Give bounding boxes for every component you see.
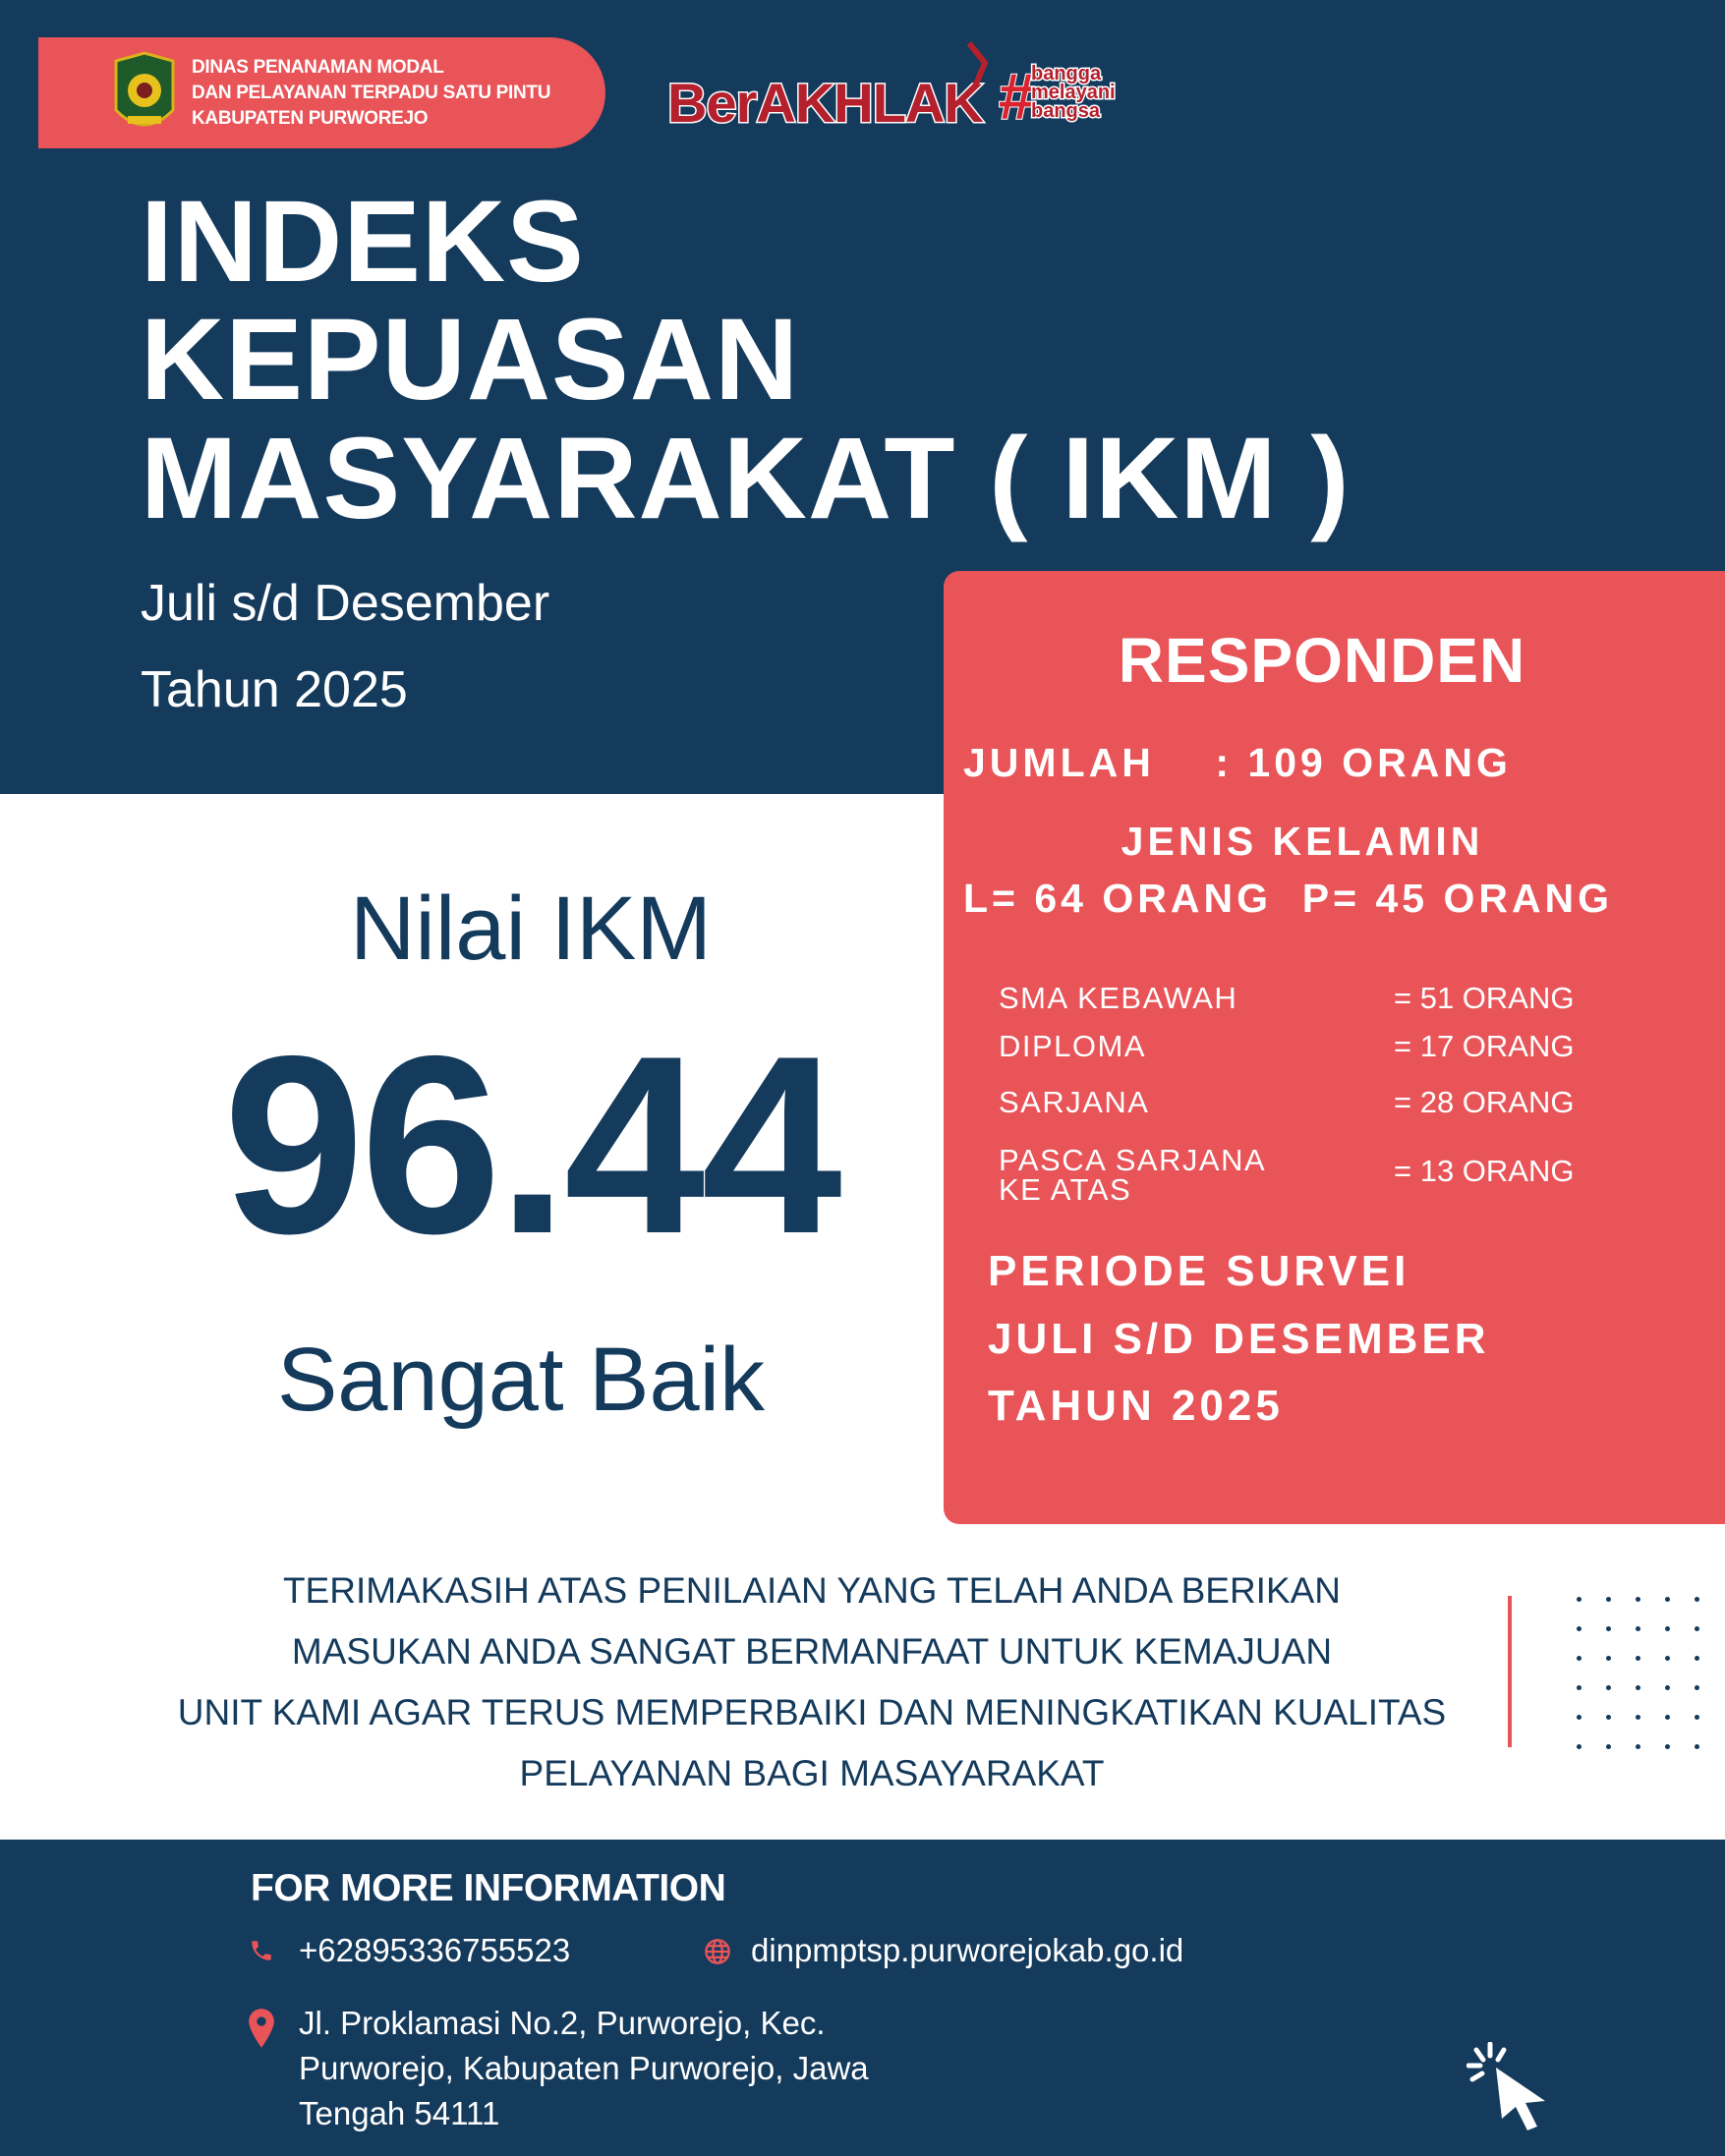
dot — [1606, 1744, 1611, 1749]
score-category: Sangat Baik — [276, 1330, 766, 1430]
dot — [1636, 1626, 1640, 1631]
education-value: = 28 ORANG — [1394, 1085, 1575, 1119]
dot — [1577, 1626, 1581, 1631]
education-value: = 51 ORANG — [1394, 981, 1575, 1015]
education-value: = 17 ORANG — [1394, 1029, 1575, 1063]
dot — [1606, 1685, 1611, 1690]
address-line: Jl. Proklamasi No.2, Purworejo, Kec. — [299, 2005, 826, 2041]
dot — [1665, 1626, 1670, 1631]
phone-number[interactable]: +62895336755523 — [299, 1932, 571, 1968]
dot — [1577, 1715, 1581, 1720]
dot — [1695, 1656, 1699, 1661]
dot — [1695, 1715, 1699, 1720]
dot — [1636, 1715, 1640, 1720]
dot — [1577, 1685, 1581, 1690]
click-cursor-icon — [1466, 2042, 1557, 2130]
dot — [1577, 1597, 1581, 1602]
page-title-line: INDEKS — [141, 177, 585, 307]
education-label: KE ATAS — [999, 1172, 1132, 1207]
dot — [1665, 1715, 1670, 1720]
footer — [0, 1840, 1725, 2156]
dot — [1606, 1626, 1611, 1631]
thanks-line: PELAYANAN BAGI MASAYARAKAT — [519, 1753, 1105, 1793]
purworejo-emblem-icon — [110, 51, 179, 138]
gender-heading: JENIS KELAMIN — [1121, 819, 1484, 864]
footer-heading: FOR MORE INFORMATION — [251, 1867, 726, 1909]
address-line: Tengah 54111 — [299, 2095, 500, 2131]
survey-period-line: TAHUN 2025 — [988, 1382, 1284, 1430]
respondent-heading: RESPONDEN — [1118, 625, 1526, 696]
dot — [1695, 1626, 1699, 1631]
agency-name-line: DINAS PENANAMAN MODAL — [192, 57, 444, 78]
respondent-total: JUMLAH : 109 ORANG — [963, 740, 1512, 785]
location-pin-icon — [248, 2009, 275, 2048]
survey-period-line: PERIODE SURVEI — [988, 1247, 1410, 1295]
agency-name-line: DAN PELAYANAN TERPADU SATU PINTU — [192, 83, 551, 103]
dot — [1636, 1744, 1640, 1749]
dot — [1665, 1744, 1670, 1749]
dot — [1665, 1597, 1670, 1602]
education-value: = 13 ORANG — [1394, 1154, 1575, 1188]
website-link[interactable]: dinpmptsp.purworejokab.go.id — [751, 1932, 1184, 1968]
address-line: Purworejo, Kabupaten Purworejo, Jawa — [299, 2050, 869, 2086]
education-label: DIPLOMA — [999, 1029, 1147, 1063]
dot — [1577, 1744, 1581, 1749]
divider — [1508, 1596, 1512, 1747]
berakhlak-logo: BerAKHLAK — [667, 72, 983, 134]
dot — [1636, 1685, 1640, 1690]
dot — [1695, 1685, 1699, 1690]
dot — [1665, 1656, 1670, 1661]
education-label: SMA KEBAWAH — [999, 981, 1238, 1015]
globe-icon — [704, 1938, 731, 1965]
phone-icon — [249, 1936, 274, 1965]
hashtag-icon: # — [998, 60, 1034, 133]
dot — [1606, 1656, 1611, 1661]
period-year: Tahun 2025 — [141, 661, 408, 718]
bangga-melayani-bangsa-logo: # bangga melayani bangsa — [998, 60, 1116, 133]
page-title-line: MASYARAKAT ( IKM ) — [141, 414, 1351, 543]
page-title-line: KEPUASAN — [141, 295, 800, 425]
agency-name-line: KABUPATEN PURWOREJO — [192, 108, 429, 129]
score-value: 96.44 — [223, 1002, 838, 1286]
dot — [1695, 1744, 1699, 1749]
thanks-line: TERIMAKASIH ATAS PENILAIAN YANG TELAH ANDA BERIKAN — [282, 1570, 1342, 1611]
dot-grid-decoration — [1577, 1597, 1704, 1754]
education-label: PASCA SARJANA — [999, 1143, 1267, 1177]
period-subtitle: Juli s/d Desember — [141, 575, 550, 632]
dot — [1606, 1715, 1611, 1720]
dot — [1606, 1597, 1611, 1602]
education-label: SARJANA — [999, 1085, 1150, 1119]
dot — [1665, 1685, 1670, 1690]
dot — [1695, 1597, 1699, 1602]
dot — [1577, 1656, 1581, 1661]
dot — [1636, 1597, 1640, 1602]
thanks-line: UNIT KAMI AGAR TERUS MEMPERBAIKI DAN MENINGKATIKAN KUALITAS — [177, 1692, 1447, 1732]
dot — [1636, 1656, 1640, 1661]
score-label: Nilai IKM — [349, 879, 713, 979]
gender-breakdown: L= 64 ORANG P= 45 ORANG — [963, 876, 1614, 921]
survey-period-line: JULI S/D DESEMBER — [988, 1315, 1490, 1363]
respondent-card — [944, 571, 1725, 1524]
thanks-line: MASUKAN ANDA SANGAT BERMANFAAT UNTUK KEMAJUAN — [291, 1631, 1333, 1672]
chevron-icon — [965, 41, 989, 88]
